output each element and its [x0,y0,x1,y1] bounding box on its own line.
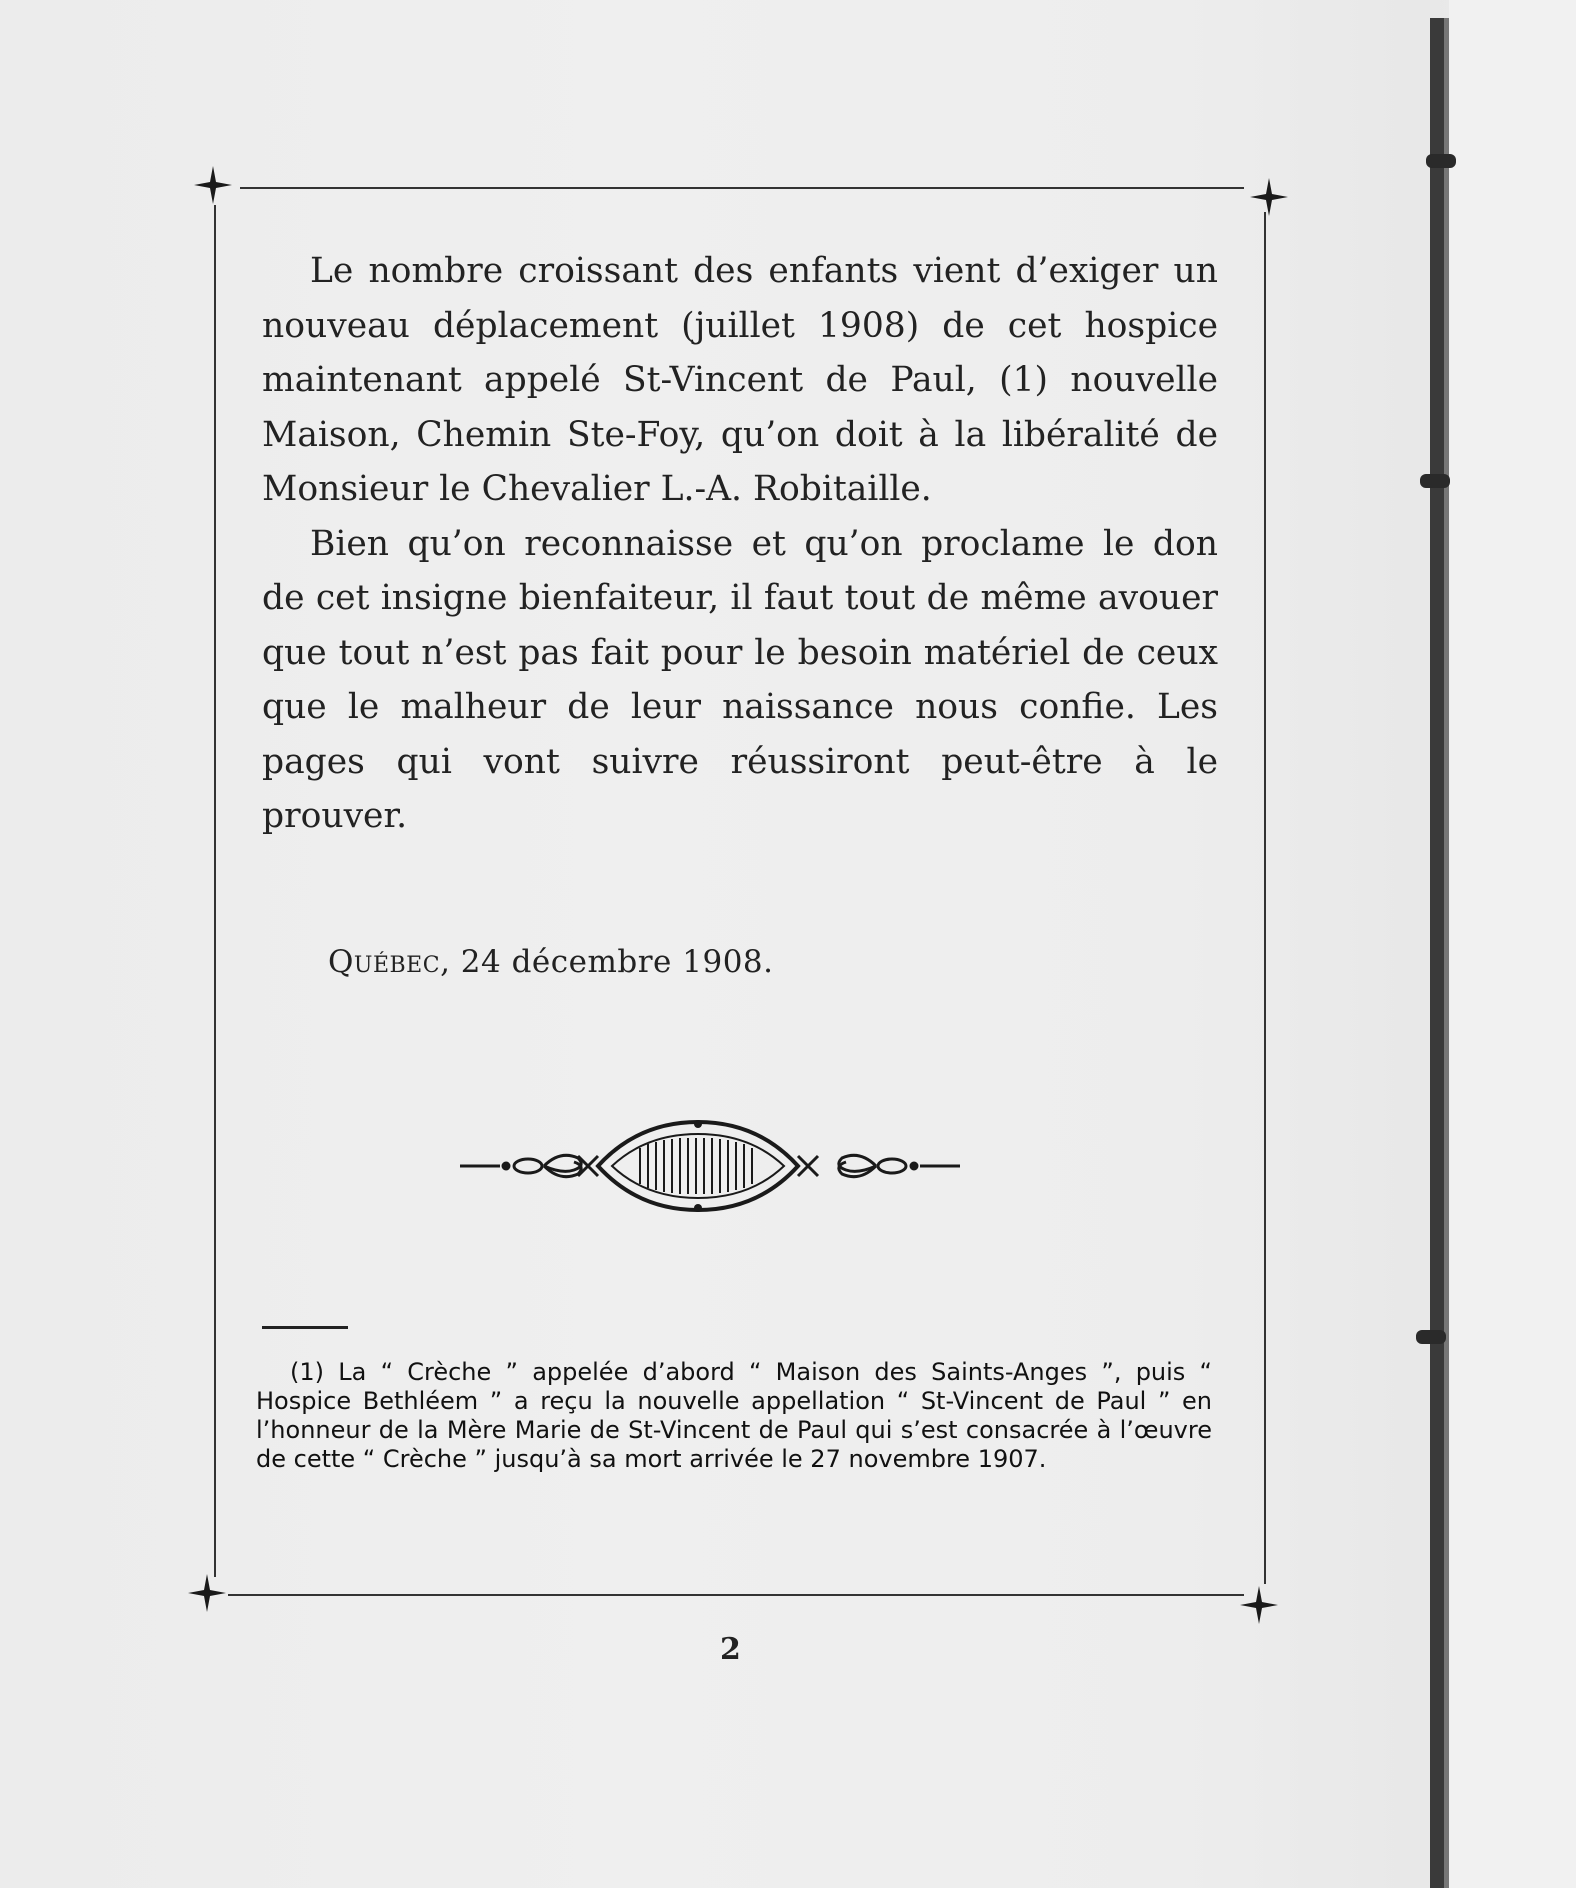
binding-stitch [1420,474,1450,488]
ornament-divider-icon [460,1118,960,1214]
spine-edge [1444,18,1449,1888]
paragraph: Le nombre croissant des enfants vient d’exiger un nouveau déplacement (juillet 1908) de cet hospice maintenant appelé St-Vincent de Paul, (1) nouvelle Maison, Chemin Ste-Foy, qu’on doit à la libéralité de Monsieur le Chevalier L.-A. Robitaille. [262,251,1218,509]
book-spine [1430,18,1444,1888]
dateline-city: Québec [328,944,441,980]
footnote-text: (1) La “ Crèche ” appelée d’abord “ Maison des Saints-Anges ”, puis “ Hospice Bethléem ” a reçu la nouvelle appellation “ St-Vincent de Paul ” en l’honneur de la Mère Marie de St-Vincent de Paul qui s’est consacrée à l’œuvre de cette “ Crèche ” jusqu’à sa mort arrivée le 27 novembre 1907. [256,1358,1212,1473]
dateline [328,944,774,980]
footnote-rule [262,1326,348,1329]
right-page-edge [1449,0,1576,1888]
page-number: 2 [720,1632,741,1667]
frame-left-line [214,205,216,1577]
corner-star-icon [194,166,232,204]
footnote [256,1358,1212,1474]
frame-right-line [1264,212,1266,1584]
frame-top-line [240,187,1244,189]
frame-bottom-line [228,1594,1244,1596]
binding-stitch [1426,154,1456,168]
dateline-date: , 24 décembre 1908. [440,944,774,980]
corner-star-icon [1250,178,1288,216]
body-text [262,244,1218,844]
binding-stitch [1416,1330,1446,1344]
paragraph: Bien qu’on reconnaisse et qu’on proclame le don de cet insigne bienfaiteur, il faut tout de même avouer que tout n’est pas fait pour le besoin matériel de ceux que le malheur de leur naissance nous confie. Les pages qui vont suivre réussiront peut-être à le prouver. [262,523,1218,836]
corner-star-icon [1240,1586,1278,1624]
corner-star-icon [188,1574,226,1612]
